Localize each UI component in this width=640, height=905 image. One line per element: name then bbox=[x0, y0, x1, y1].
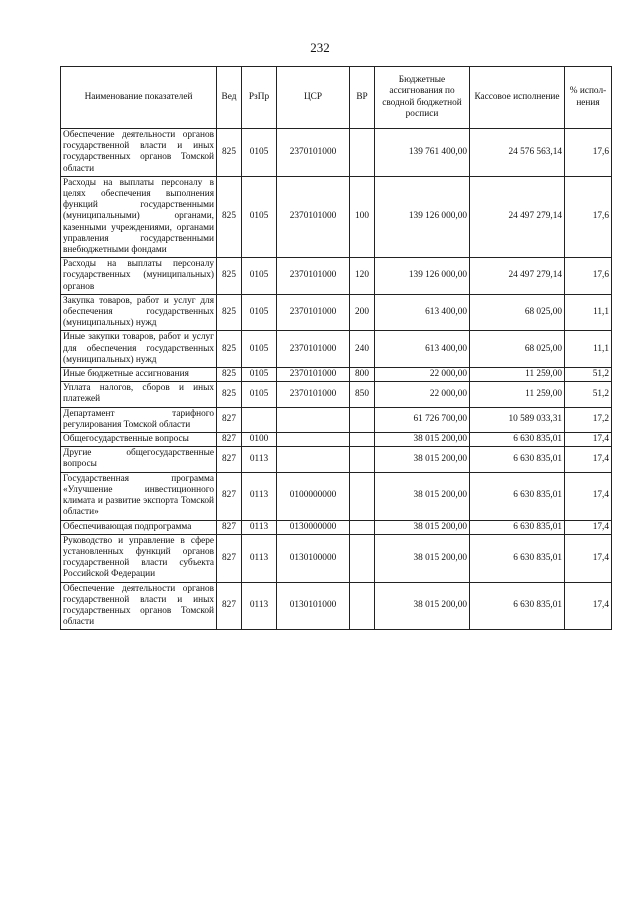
row-cash-cell: 11 259,00 bbox=[470, 368, 565, 382]
row-rzpr-cell: 0105 bbox=[242, 382, 277, 407]
row-percent-cell: 11,1 bbox=[565, 331, 612, 368]
table-row bbox=[61, 258, 612, 295]
row-percent-cell: 17,2 bbox=[565, 407, 612, 432]
row-ved-cell: 827 bbox=[217, 447, 242, 472]
row-vr-cell: 850 bbox=[350, 382, 375, 407]
row-budget-cell: 139 761 400,00 bbox=[375, 129, 470, 177]
table-row bbox=[61, 331, 612, 368]
row-name-cell: Руководство и управление в сфере установленных функций органов государственной власти субъекта Российской Федерации bbox=[61, 534, 217, 582]
row-vr-cell bbox=[350, 534, 375, 582]
row-csr-cell: 2370101000 bbox=[277, 382, 350, 407]
row-budget-cell: 139 126 000,00 bbox=[375, 176, 470, 257]
row-name-cell: Иные закупки товаров, работ и услуг для обеспечения государственных (муниципальных) нужд bbox=[61, 331, 217, 368]
row-ved-cell: 827 bbox=[217, 472, 242, 520]
row-name-cell: Уплата налогов, сборов и иных платежей bbox=[61, 382, 217, 407]
row-percent-cell: 17,4 bbox=[565, 472, 612, 520]
row-csr-cell: 2370101000 bbox=[277, 331, 350, 368]
row-rzpr-cell: 0105 bbox=[242, 258, 277, 295]
row-vr-cell: 200 bbox=[350, 294, 375, 331]
row-budget-cell: 613 400,00 bbox=[375, 331, 470, 368]
table-row bbox=[61, 520, 612, 534]
row-name-cell: Иные бюджетные ассигнования bbox=[61, 368, 217, 382]
header-budget: Бюджетные ассигнования по сводной бюджетной росписи bbox=[375, 67, 470, 129]
row-vr-cell bbox=[350, 472, 375, 520]
page-number: 232 bbox=[310, 40, 330, 55]
row-vr-cell bbox=[350, 129, 375, 177]
row-csr-cell: 0100000000 bbox=[277, 472, 350, 520]
row-budget-cell: 38 015 200,00 bbox=[375, 447, 470, 472]
header-rzpr: РзПр bbox=[242, 67, 277, 129]
row-rzpr-cell: 0105 bbox=[242, 129, 277, 177]
row-budget-cell: 22 000,00 bbox=[375, 382, 470, 407]
row-rzpr-cell: 0113 bbox=[242, 534, 277, 582]
row-vr-cell bbox=[350, 582, 375, 630]
row-budget-cell: 38 015 200,00 bbox=[375, 433, 470, 447]
row-vr-cell: 120 bbox=[350, 258, 375, 295]
header-ved: Вед bbox=[217, 67, 242, 129]
row-percent-cell: 17,6 bbox=[565, 129, 612, 177]
table-row bbox=[61, 407, 612, 432]
table-header-row bbox=[61, 67, 612, 129]
row-name-cell: Закупка товаров, работ и услуг для обеспечения государственных (муниципальных) нужд bbox=[61, 294, 217, 331]
row-cash-cell: 10 589 033,31 bbox=[470, 407, 565, 432]
table-row bbox=[61, 433, 612, 447]
row-csr-cell: 0130101000 bbox=[277, 582, 350, 630]
row-budget-cell: 22 000,00 bbox=[375, 368, 470, 382]
row-name-cell: Другие общегосударственные вопросы bbox=[61, 447, 217, 472]
row-percent-cell: 51,2 bbox=[565, 382, 612, 407]
row-csr-cell bbox=[277, 433, 350, 447]
row-budget-cell: 38 015 200,00 bbox=[375, 534, 470, 582]
row-csr-cell: 0130000000 bbox=[277, 520, 350, 534]
row-percent-cell: 17,4 bbox=[565, 447, 612, 472]
table-body bbox=[61, 129, 612, 630]
row-csr-cell: 2370101000 bbox=[277, 368, 350, 382]
row-cash-cell: 6 630 835,01 bbox=[470, 447, 565, 472]
row-vr-cell: 100 bbox=[350, 176, 375, 257]
header-name: Наименование показателей bbox=[61, 67, 217, 129]
row-percent-cell: 17,4 bbox=[565, 520, 612, 534]
table-row bbox=[61, 447, 612, 472]
row-csr-cell: 2370101000 bbox=[277, 129, 350, 177]
row-ved-cell: 827 bbox=[217, 520, 242, 534]
row-vr-cell bbox=[350, 407, 375, 432]
row-percent-cell: 51,2 bbox=[565, 368, 612, 382]
row-rzpr-cell: 0100 bbox=[242, 433, 277, 447]
row-name-cell: Расходы на выплаты персоналу государственных (муниципальных) органов bbox=[61, 258, 217, 295]
row-rzpr-cell: 0105 bbox=[242, 331, 277, 368]
row-csr-cell: 2370101000 bbox=[277, 176, 350, 257]
row-percent-cell: 17,4 bbox=[565, 582, 612, 630]
row-budget-cell: 61 726 700,00 bbox=[375, 407, 470, 432]
row-name-cell: Государственная программа «Улучшение инвестиционного климата и развитие экспорта Томской области» bbox=[61, 472, 217, 520]
row-name-cell: Расходы на выплаты персоналу в целях обеспечения выполнения функций государственными (муниципальными) органами, казенными учреждениями, органами управления государственными внебюджетными фондами bbox=[61, 176, 217, 257]
table-row bbox=[61, 176, 612, 257]
row-ved-cell: 825 bbox=[217, 258, 242, 295]
row-rzpr-cell: 0113 bbox=[242, 472, 277, 520]
row-csr-cell: 2370101000 bbox=[277, 258, 350, 295]
row-ved-cell: 825 bbox=[217, 331, 242, 368]
row-percent-cell: 17,6 bbox=[565, 258, 612, 295]
row-budget-cell: 38 015 200,00 bbox=[375, 520, 470, 534]
row-vr-cell bbox=[350, 520, 375, 534]
table-row bbox=[61, 582, 612, 630]
row-ved-cell: 827 bbox=[217, 407, 242, 432]
row-cash-cell: 6 630 835,01 bbox=[470, 472, 565, 520]
row-percent-cell: 11,1 bbox=[565, 294, 612, 331]
row-budget-cell: 38 015 200,00 bbox=[375, 472, 470, 520]
row-cash-cell: 24 497 279,14 bbox=[470, 176, 565, 257]
header-cash: Кассовое исполнение bbox=[470, 67, 565, 129]
row-name-cell: Общегосударственные вопросы bbox=[61, 433, 217, 447]
table-row bbox=[61, 534, 612, 582]
row-cash-cell: 6 630 835,01 bbox=[470, 534, 565, 582]
row-ved-cell: 827 bbox=[217, 433, 242, 447]
row-csr-cell: 2370101000 bbox=[277, 294, 350, 331]
row-csr-cell bbox=[277, 407, 350, 432]
row-rzpr-cell: 0105 bbox=[242, 294, 277, 331]
table-row bbox=[61, 368, 612, 382]
row-percent-cell: 17,4 bbox=[565, 433, 612, 447]
row-rzpr-cell: 0113 bbox=[242, 520, 277, 534]
row-csr-cell: 0130100000 bbox=[277, 534, 350, 582]
row-cash-cell: 6 630 835,01 bbox=[470, 582, 565, 630]
row-name-cell: Обеспечивающая подпрограмма bbox=[61, 520, 217, 534]
row-rzpr-cell: 0113 bbox=[242, 582, 277, 630]
row-ved-cell: 827 bbox=[217, 534, 242, 582]
table-row bbox=[61, 129, 612, 177]
row-ved-cell: 825 bbox=[217, 368, 242, 382]
row-percent-cell: 17,6 bbox=[565, 176, 612, 257]
row-ved-cell: 825 bbox=[217, 129, 242, 177]
row-rzpr-cell: 0113 bbox=[242, 447, 277, 472]
row-vr-cell bbox=[350, 433, 375, 447]
header-csr: ЦСР bbox=[277, 67, 350, 129]
row-rzpr-cell bbox=[242, 407, 277, 432]
row-percent-cell: 17,4 bbox=[565, 534, 612, 582]
table-row bbox=[61, 472, 612, 520]
row-name-cell: Обеспечение деятельности органов государственной власти и иных государственных органов Томской области bbox=[61, 129, 217, 177]
row-cash-cell: 24 576 563,14 bbox=[470, 129, 565, 177]
row-cash-cell: 68 025,00 bbox=[470, 331, 565, 368]
row-cash-cell: 68 025,00 bbox=[470, 294, 565, 331]
row-budget-cell: 613 400,00 bbox=[375, 294, 470, 331]
row-ved-cell: 827 bbox=[217, 582, 242, 630]
row-csr-cell bbox=[277, 447, 350, 472]
row-ved-cell: 825 bbox=[217, 176, 242, 257]
table-row bbox=[61, 294, 612, 331]
row-cash-cell: 24 497 279,14 bbox=[470, 258, 565, 295]
budget-table bbox=[60, 66, 612, 630]
row-name-cell: Департамент тарифного регулирования Томской области bbox=[61, 407, 217, 432]
header-percent: % испол-нения bbox=[565, 67, 612, 129]
row-name-cell: Обеспечение деятельности органов государственной власти и иных государственных органов Томской области bbox=[61, 582, 217, 630]
row-rzpr-cell: 0105 bbox=[242, 368, 277, 382]
header-vr: ВР bbox=[350, 67, 375, 129]
row-vr-cell: 800 bbox=[350, 368, 375, 382]
row-ved-cell: 825 bbox=[217, 382, 242, 407]
table-row bbox=[61, 382, 612, 407]
row-cash-cell: 11 259,00 bbox=[470, 382, 565, 407]
row-rzpr-cell: 0105 bbox=[242, 176, 277, 257]
row-vr-cell: 240 bbox=[350, 331, 375, 368]
row-vr-cell bbox=[350, 447, 375, 472]
row-cash-cell: 6 630 835,01 bbox=[470, 433, 565, 447]
row-budget-cell: 139 126 000,00 bbox=[375, 258, 470, 295]
row-ved-cell: 825 bbox=[217, 294, 242, 331]
row-budget-cell: 38 015 200,00 bbox=[375, 582, 470, 630]
row-cash-cell: 6 630 835,01 bbox=[470, 520, 565, 534]
